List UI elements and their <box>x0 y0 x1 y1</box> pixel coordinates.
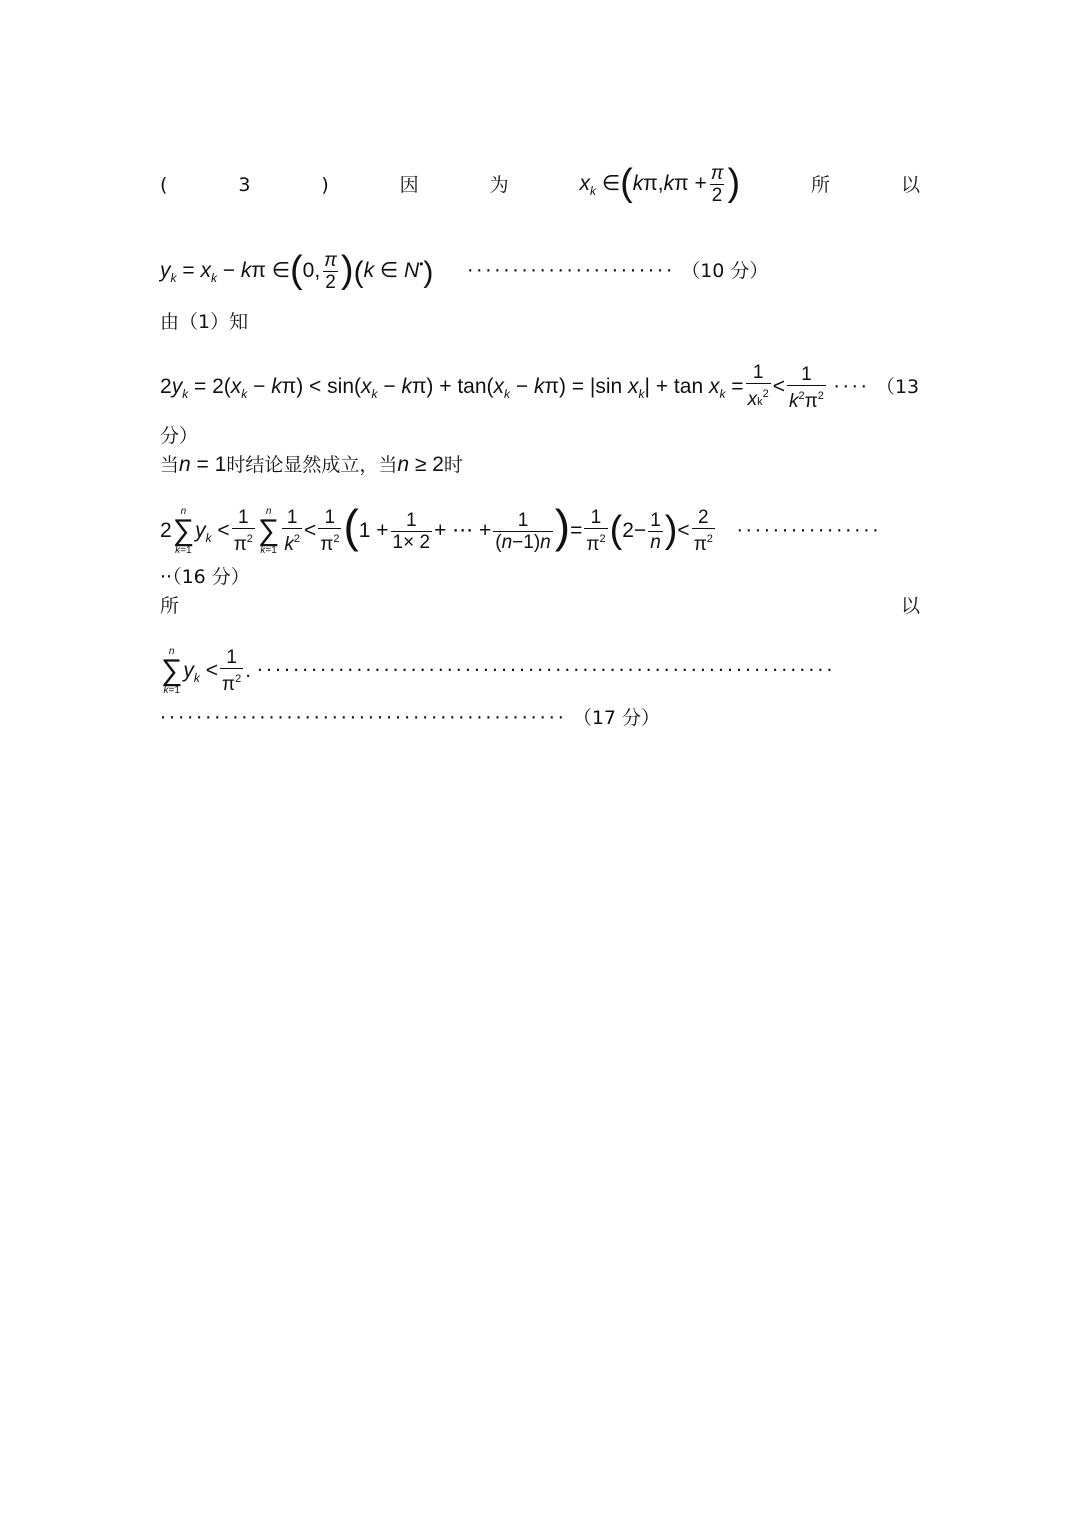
line-yk-definition <box>160 250 920 293</box>
formula-conclusion: n ∑ k=1 $y_k$ < $\frac{1}{\pi^2}$ . <box>161 646 257 696</box>
leader-dots: ················ <box>736 519 882 542</box>
line-score-16 <box>160 565 920 589</box>
formula-2yk-bound: $2y_k = 2(x_k - k\pi) < \sin(x_k - k\pi) + \tan(x_k - k\pi) = |\sin$ $x_k| + \tan x_k$ = $\frac{1}{xk^2}$ < $\frac{1}{k^2\pi^2}$ <box>160 362 824 412</box>
text-case-mid: 时结论显然成立，当 <box>226 454 398 476</box>
leader-dots: ······················· <box>467 260 676 283</box>
score-13-cont: 分） <box>160 425 199 447</box>
formula-sum-bound: 2 n ∑ k=1 $y_k$ < $\frac{1}{\pi^2}$ n ∑ k=1 $\frac{1}{k^2}$ < $\frac{1}{\pi^2}$ (1 + $\frac{1}{1\times 2}$ + ⋯ + $\frac{1}{(n-1)n}$ )= $\frac{1}{\pi^2}$ (2− $\frac{1}{n}$ )< $\frac{2}{\pi^2}$ <box>160 499 713 556</box>
text-case-end: 时 <box>443 454 463 476</box>
formula-n-ge-2: n <box>397 453 410 476</box>
score-10: （10 分） <box>681 260 769 283</box>
line-from-part1 <box>160 310 920 334</box>
word-wei: 为 <box>489 173 509 196</box>
line-sum-inequality <box>160 499 920 556</box>
part-label-close: ) <box>321 173 329 196</box>
score-17: （17 分） <box>572 707 661 729</box>
score-16: ··（16 分） <box>160 566 250 588</box>
word-yin: 因 <box>399 173 419 196</box>
line-part3-intro <box>160 163 920 206</box>
word-yi: 以 <box>900 173 920 196</box>
formula-yk-range: $y_k = x_k - k\pi$ ∈(0, $\frac{\pi}{2}$ )(k ∈ N•) <box>160 249 434 293</box>
word-suo: 所 <box>811 173 831 196</box>
word-yi-2: 以 <box>900 595 920 617</box>
formula-n-eq-1: n <box>179 453 191 476</box>
line-so <box>160 594 920 618</box>
part-label-open: ( <box>160 173 168 196</box>
score-13: （13 <box>875 376 920 399</box>
leader-dots: ············································· <box>160 707 567 729</box>
word-suo-2: 所 <box>160 595 180 617</box>
leader-dots: ···· <box>833 376 870 399</box>
line-conclusion <box>160 646 920 696</box>
text-dang-1: 当 <box>160 454 180 476</box>
line-score-13-cont <box>160 424 920 448</box>
line-cases: 当n = 1时结论显然成立，当n ≥ 2时 <box>160 453 463 476</box>
formula-xk-interval: $x_k$ ∈(kπ,kπ + $\frac{\pi}{2}$ ) <box>579 162 741 206</box>
line-2yk-inequality <box>160 362 920 413</box>
leader-dots: ································································ <box>256 659 836 682</box>
line-score-17 <box>160 706 920 730</box>
part-label-number: 3 <box>238 173 251 196</box>
text-from-part1: 由（1）知 <box>160 311 249 333</box>
